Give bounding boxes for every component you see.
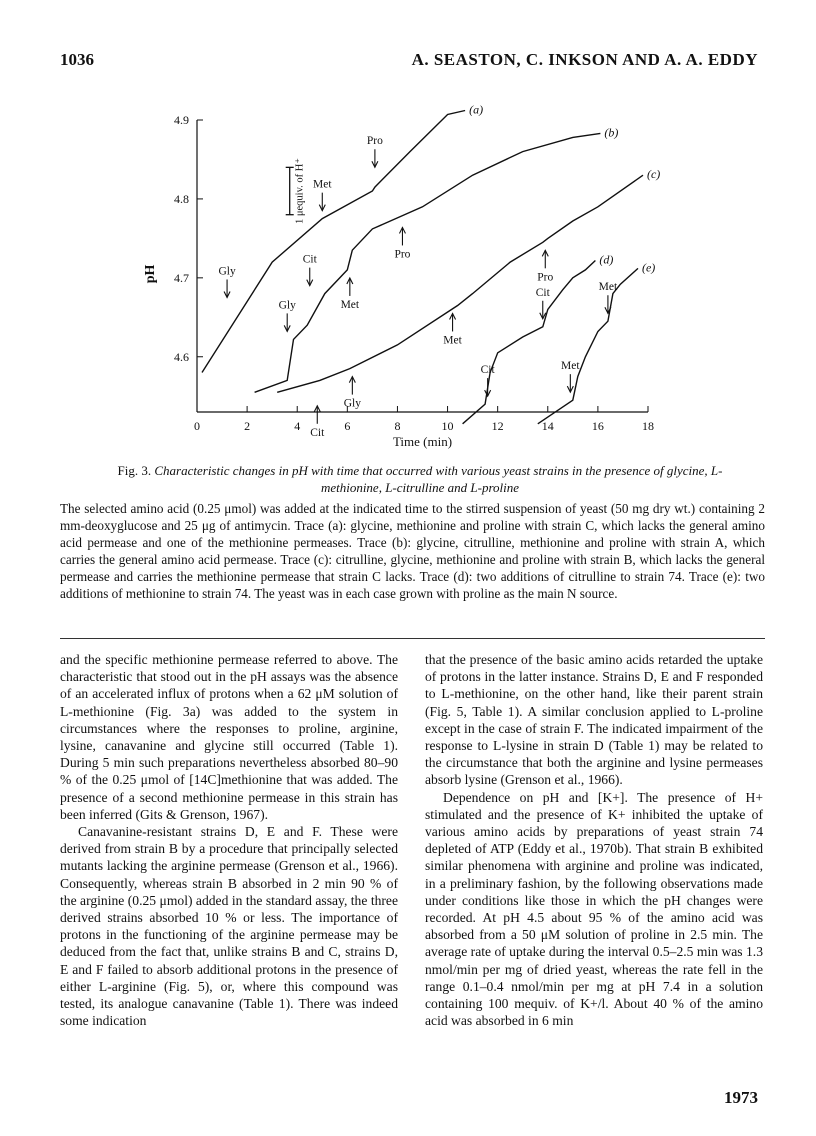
left-column <box>60 651 398 1029</box>
figure-caption-text: Characteristic changes in pH with time that occurred with various yeast strains in the presence of glycine, L-methionine, L-citrulline and L-proline <box>154 463 723 495</box>
figure-legend: The selected amino acid (0.25 μmol) was added at the indicated time to the stirred suspension of yeast (50 mg dry wt.) containing 2 mm-deoxyglucose and 25 μg of antimycin. Trace (a): glycine, methionine and proline with strain C, which lacks the general amino acid permease and one of the methionine permeases. Trace (b): glycine, citrulline, methionine and proline with strain A, which carries the general amino acid permease. Trace (c): citrulline, glycine, methionine and proline with strain B, which lacks the general permease and carries the methionine permease that strain C lacks. Trace (d): two additions of citrulline to strain 74. Trace (e): two additions of methionine to strain 74. The yeast was in each case grown with proline as the main N source. <box>60 501 765 601</box>
trace-line <box>202 111 465 373</box>
y-tick-label: 4.9 <box>174 113 189 127</box>
figure-caption-label: Fig. 3. <box>117 463 152 478</box>
x-tick-label: 2 <box>244 419 251 433</box>
x-tick-label: 18 <box>642 419 654 433</box>
trace-label: (d) <box>599 252 614 267</box>
annotation-label: Pro <box>537 271 554 284</box>
trace-label: (b) <box>604 125 619 140</box>
x-tick-label: 10 <box>441 419 454 433</box>
x-tick-label: 4 <box>294 419 301 433</box>
footer-code: 1973 <box>724 1088 758 1107</box>
trace-label: (a) <box>469 102 484 117</box>
x-tick-label: 0 <box>194 419 200 433</box>
annotation-label: Cit <box>535 286 550 299</box>
annotation-label: Met <box>340 298 360 311</box>
annotation-label: Met <box>443 334 462 347</box>
annotation-label: Cit <box>302 253 317 266</box>
x-axis-label: Time (min) <box>392 434 453 449</box>
x-tick-label: 6 <box>344 419 351 433</box>
x-tick-label: 8 <box>394 419 401 433</box>
annotation-label: Met <box>561 360 580 373</box>
paragraph: Canavanine-resistant strains D, E and F. These were derived from strain B by a procedure that principally selected mutants lacking the arginine permease (Grenson et al., 1966). Consequently, whereas strain B absorbed in 2 min 90 % of the arginine (0.25 μmol) added in the standard assay, the three derived strains absorbed 10 % or less. The importance of protons in the functioning of the arginine permease may be deduced from the fact that, unlike strains B and C, strains D, E and F failed to absorb additional protons in the presence of either L-arginine (Fig. 5), or, where this compound was tested, its analogue canavanine (Table 1). There was indeed some indication <box>60 824 398 1029</box>
paragraph: Dependence on pH and [K+]. The presence of H+ stimulated and the presence of K+ inhibited the uptake of various amino acids by preparations of yeast strain 74 depleted of ATP (Eddy et al., 1970b). That strain B exhibited similar phenomena with arginine and proline was indicated, in a preliminary fashion, by the following observations made under conditions like those in which the pH changes were recorded. At pH 4.5 about 95 % of the amino acid was absorbed from a 50 μM solution of proline in 2.5 min. The average rate of uptake during the interval 0.5–2.5 min was 1.3 nmol/min per mg of dried yeast, whereas the rate fell in the range 0.1–0.4 nmol/min per mg at pH 7.4 in a solution containing 100 mequiv. of K+/l. About 40 % of the amino acid was absorbed in 6 min <box>425 789 763 1029</box>
annotation-label: Pro <box>394 248 411 261</box>
paragraph: that the presence of the basic amino acids retarded the uptake of protons in the latter instance. Strains D, E and F responded to L-methionine, on the other hand, like their parent strain (Fig. 5, Table 1). A similar conclusion applied to L-proline except in the case of strain F. The indicated impairment of the response to L-lysine in strain D (Table 1) may be related to the circumstance that both the arginine and lysine permeases absorb lysine (Grenson et al., 1966). <box>425 652 763 788</box>
annotation-label: Cit <box>480 364 495 377</box>
scale-bar-label: 1 μequiv. of H⁺ <box>294 158 306 224</box>
trace-line <box>277 175 643 392</box>
right-column <box>425 651 763 1029</box>
annotation-label: Gly <box>218 265 236 278</box>
annotation-label: Pro <box>366 135 383 148</box>
annotation-label: Cit <box>310 426 325 439</box>
trace-label: (e) <box>641 260 656 275</box>
annotation-label: Gly <box>343 397 361 410</box>
ph-time-chart <box>140 102 680 452</box>
annotation-label: Met <box>313 178 332 191</box>
trace-label: (c) <box>646 167 661 182</box>
annotation-label: Gly <box>278 299 296 312</box>
page-number: 1036 <box>60 50 94 69</box>
annotation-label: Met <box>598 281 618 294</box>
divider <box>60 638 765 639</box>
x-tick-label: 12 <box>491 419 504 433</box>
y-tick-label: 4.7 <box>174 270 189 285</box>
y-tick-label: 4.8 <box>174 191 189 206</box>
x-tick-label: 16 <box>591 419 604 433</box>
x-tick-label: 14 <box>541 419 554 433</box>
paragraph: and the specific methionine permease referred to above. The characteristic that stood out in the pH assays was the absence of an accelerated influx of protons when a 62 μM solution of L-methionine (Fig. 3a) was added to the system in circumstances where the responses to proline, arginine, lysine, canavanine and glycine still occurred (Table 1). During 5 min such preparations nevertheless absorbed 80–90 % of the 0.25 μmol of [14C]methionine that was added. The presence of a second methionine permease in this strain has been inferred (Gits & Grenson, 1967). <box>60 652 398 822</box>
running-head: A. SEASTON, C. INKSON AND A. A. EDDY <box>411 50 758 69</box>
trace-line <box>535 268 638 423</box>
y-tick-label: 4.6 <box>174 349 189 364</box>
figure-caption <box>90 462 750 496</box>
y-axis-label: pH <box>143 264 158 284</box>
